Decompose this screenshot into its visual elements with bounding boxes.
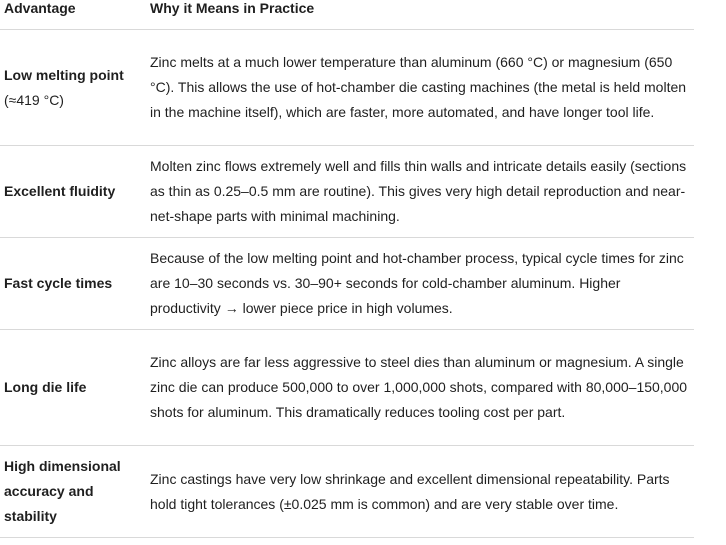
table-row (0, 330, 694, 446)
advantage-title: High dimensional accuracy and stability (4, 458, 121, 524)
advantage-subtitle: (≈419 °C) (4, 91, 64, 108)
advantage-cell (0, 238, 146, 330)
description-cell: Molten zinc flows extremely well and fills thin walls and intricate details easily (sections as thin as 0.25–0.5 mm are routine). This gives very high detail reproduction and near-net-shape parts with minimal machining. (146, 146, 694, 238)
description-cell: Zinc castings have very low shrinkage and excellent dimensional repeatability. Parts hold tight tolerances (±0.025 mm is common) and are very stable over time. (146, 446, 694, 538)
advantage-title: Excellent fluidity (4, 183, 116, 199)
header-why: Why it Means in Practice (146, 0, 694, 30)
advantage-cell (0, 30, 146, 146)
table-row (0, 30, 694, 146)
advantage-cell (0, 330, 146, 446)
description-cell: Because of the low melting point and hot-chamber process, typical cycle times for zinc are 10–30 seconds vs. 30–90+ seconds for cold-chamber aluminum. Higher productivity → lower piece price in high volumes. (146, 238, 694, 330)
header-row (0, 0, 694, 30)
description-cell: Zinc alloys are far less aggressive to steel dies than aluminum or magnesium. A single zinc die can produce 500,000 to over 1,000,000 shots, compared with 80,000–150,000 shots for aluminum. This dramatically reduces tooling cost per part. (146, 330, 694, 446)
advantage-cell (0, 146, 146, 238)
description-cell: Zinc melts at a much lower temperature than aluminum (660 °C) or magnesium (650 °C). This allows the use of hot-chamber die casting machines (the metal is held molten in the machine itself), which are faster, more automated, and have longer tool life. (146, 30, 694, 146)
table-row (0, 146, 694, 238)
advantage-cell (0, 446, 146, 538)
table-body (0, 30, 694, 538)
advantage-title: Low melting point (4, 66, 124, 83)
table-row (0, 446, 694, 538)
advantage-title: Fast cycle times (4, 275, 113, 291)
header-advantage: Advantage (0, 0, 146, 30)
table-header (0, 0, 694, 30)
table-row (0, 238, 694, 330)
advantage-title: Long die life (4, 379, 87, 395)
